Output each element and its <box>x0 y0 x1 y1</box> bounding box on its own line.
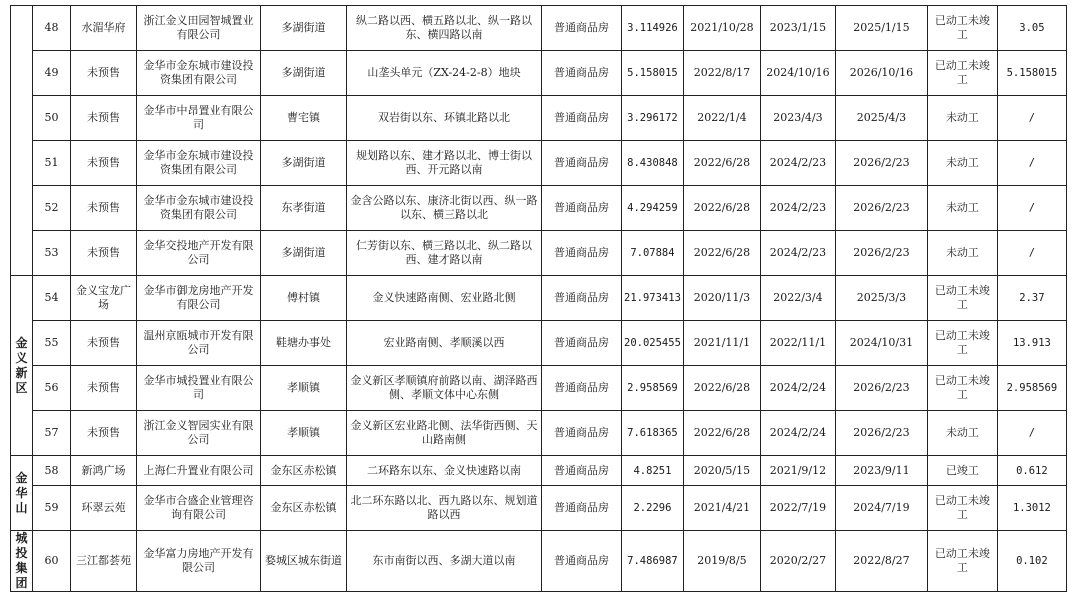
district-char: 城 <box>15 531 28 545</box>
row-number: 55 <box>33 321 71 366</box>
table-row <box>11 411 1067 456</box>
table-row <box>11 6 1067 51</box>
value: 2.37 <box>997 276 1066 321</box>
street: 孝顺镇 <box>261 411 347 456</box>
date-plan: 2024/2/23 <box>760 231 835 276</box>
row-number: 57 <box>33 411 71 456</box>
district-char: 团 <box>15 576 28 590</box>
table-row <box>11 231 1067 276</box>
location: 山垄头单元（ZX-24-2-8）地块 <box>347 51 542 96</box>
row-number: 53 <box>33 231 71 276</box>
housing-type: 普通商品房 <box>542 411 622 456</box>
land-area: 3.114926 <box>622 6 684 51</box>
date-plan: 2024/2/24 <box>760 411 835 456</box>
district-char: 义 <box>15 350 28 365</box>
housing-type: 普通商品房 <box>542 6 622 51</box>
construction-status: 未动工 <box>927 231 997 276</box>
district-char: 集 <box>15 561 28 575</box>
row-number: 50 <box>33 96 71 141</box>
street: 婺城区城东街道 <box>261 531 347 592</box>
location: 金含公路以东、康济北街以西、纵一路以东、横三路以北 <box>347 186 542 231</box>
value: 3.05 <box>997 6 1066 51</box>
row-number: 60 <box>33 531 71 592</box>
date-start: 2022/6/28 <box>683 231 760 276</box>
land-area: 4.8251 <box>622 456 684 486</box>
developer-company: 温州京瓯城市开发有限公司 <box>137 321 261 366</box>
value: / <box>997 411 1066 456</box>
project-name: 未预售 <box>71 366 137 411</box>
project-name: 金义宝龙广场 <box>71 276 137 321</box>
table-row <box>11 96 1067 141</box>
date-start: 2022/6/28 <box>683 141 760 186</box>
district-cell-jinhuashan <box>11 456 33 531</box>
value: / <box>997 96 1066 141</box>
construction-status: 已动工未竣工 <box>927 531 997 592</box>
table-row <box>11 141 1067 186</box>
date-start: 2021/4/21 <box>683 486 760 531</box>
value: 13.913 <box>997 321 1066 366</box>
date-plan: 2020/2/27 <box>760 531 835 592</box>
land-area: 8.430848 <box>622 141 684 186</box>
table-row <box>11 321 1067 366</box>
district-char: 新 <box>15 365 28 380</box>
date-plan: 2021/9/12 <box>760 456 835 486</box>
location: 金义新区孝顺镇府前路以南、湖泽路西侧、孝顺文体中心东侧 <box>347 366 542 411</box>
district-cell-chengtou <box>11 531 33 592</box>
table-container <box>10 5 1067 592</box>
project-name: 未预售 <box>71 51 137 96</box>
street: 孝顺镇 <box>261 366 347 411</box>
date-plan: 2023/4/3 <box>760 96 835 141</box>
project-name: 未预售 <box>71 411 137 456</box>
date-end: 2026/2/23 <box>835 231 927 276</box>
land-area: 2.958569 <box>622 366 684 411</box>
project-name: 未预售 <box>71 321 137 366</box>
date-start: 2019/8/5 <box>683 531 760 592</box>
district-char: 区 <box>15 380 28 395</box>
housing-type: 普通商品房 <box>542 531 622 592</box>
district-cell-jinyi <box>11 276 33 456</box>
date-end: 2024/7/19 <box>835 486 927 531</box>
street: 金东区赤松镇 <box>261 486 347 531</box>
land-area: 5.158015 <box>622 51 684 96</box>
date-plan: 2022/7/19 <box>760 486 835 531</box>
date-end: 2022/8/27 <box>835 531 927 592</box>
developer-company: 金华富力房地产开发有限公司 <box>137 531 261 592</box>
developer-company: 金华市合盛企业管理咨询有限公司 <box>137 486 261 531</box>
location: 纵二路以西、横五路以北、纵一路以东、横四路以南 <box>347 6 542 51</box>
date-end: 2023/9/11 <box>835 456 927 486</box>
date-end: 2024/10/31 <box>835 321 927 366</box>
date-end: 2025/1/15 <box>835 6 927 51</box>
value: 5.158015 <box>997 51 1066 96</box>
date-plan: 2023/1/15 <box>760 6 835 51</box>
housing-type: 普通商品房 <box>542 456 622 486</box>
developer-company: 上海仁升置业有限公司 <box>137 456 261 486</box>
date-start: 2020/5/15 <box>683 456 760 486</box>
project-name: 三江都荟苑 <box>71 531 137 592</box>
value: / <box>997 231 1066 276</box>
street: 鞋塘办事处 <box>261 321 347 366</box>
street: 傅村镇 <box>261 276 347 321</box>
land-area: 4.294259 <box>622 186 684 231</box>
construction-status: 未动工 <box>927 411 997 456</box>
project-name: 未预售 <box>71 231 137 276</box>
land-area: 7.07884 <box>622 231 684 276</box>
row-number: 56 <box>33 366 71 411</box>
developer-company: 金华市城投置业有限公司 <box>137 366 261 411</box>
developer-company: 金华市金东城市建设投资集团有限公司 <box>137 51 261 96</box>
location: 仁芳街以东、横三路以北、纵二路以西、建才路以南 <box>347 231 542 276</box>
location: 双岩街以东、环镇北路以北 <box>347 96 542 141</box>
value: 0.612 <box>997 456 1066 486</box>
value: / <box>997 186 1066 231</box>
date-plan: 2022/11/1 <box>760 321 835 366</box>
row-number: 58 <box>33 456 71 486</box>
row-number: 49 <box>33 51 71 96</box>
date-start: 2022/6/28 <box>683 411 760 456</box>
date-end: 2025/4/3 <box>835 96 927 141</box>
district-char: 华 <box>15 485 28 500</box>
construction-status: 已动工未竣工 <box>927 366 997 411</box>
date-start: 2021/11/1 <box>683 321 760 366</box>
row-number: 59 <box>33 486 71 531</box>
land-area: 7.618365 <box>622 411 684 456</box>
housing-type: 普通商品房 <box>542 486 622 531</box>
date-start: 2022/8/17 <box>683 51 760 96</box>
project-name: 未预售 <box>71 96 137 141</box>
date-plan: 2024/2/23 <box>760 141 835 186</box>
location: 宏业路南侧、孝顺溪以西 <box>347 321 542 366</box>
land-area: 2.2296 <box>622 486 684 531</box>
construction-status: 已动工未竣工 <box>927 51 997 96</box>
project-name: 未预售 <box>71 186 137 231</box>
construction-status: 已竣工 <box>927 456 997 486</box>
date-end: 2026/2/23 <box>835 141 927 186</box>
value: 2.958569 <box>997 366 1066 411</box>
construction-status: 已动工未竣工 <box>927 6 997 51</box>
land-area: 20.025455 <box>622 321 684 366</box>
street: 多湖街道 <box>261 141 347 186</box>
street: 曹宅镇 <box>261 96 347 141</box>
housing-type: 普通商品房 <box>542 186 622 231</box>
developer-company: 浙江金义田园智城置业有限公司 <box>137 6 261 51</box>
project-name: 环翠云苑 <box>71 486 137 531</box>
date-plan: 2022/3/4 <box>760 276 835 321</box>
table-row <box>11 366 1067 411</box>
date-start: 2022/1/4 <box>683 96 760 141</box>
date-plan: 2024/10/16 <box>760 51 835 96</box>
date-start: 2021/10/28 <box>683 6 760 51</box>
housing-type: 普通商品房 <box>542 321 622 366</box>
date-end: 2026/2/23 <box>835 186 927 231</box>
table-row <box>11 456 1067 486</box>
date-end: 2026/2/23 <box>835 366 927 411</box>
developer-company: 金华市中昂置业有限公司 <box>137 96 261 141</box>
land-project-table <box>10 5 1067 592</box>
row-number: 51 <box>33 141 71 186</box>
district-cell-blank <box>11 6 33 276</box>
construction-status: 未动工 <box>927 96 997 141</box>
land-area: 3.296172 <box>622 96 684 141</box>
location: 北二环东路以北、西九路以东、规划道路以西 <box>347 486 542 531</box>
location: 规划路以东、建才路以北、博士街以西、开元路以南 <box>347 141 542 186</box>
table-row <box>11 276 1067 321</box>
location: 金义快速路南侧、宏业路北侧 <box>347 276 542 321</box>
table-row <box>11 186 1067 231</box>
housing-type: 普通商品房 <box>542 141 622 186</box>
construction-status: 未动工 <box>927 141 997 186</box>
construction-status: 已动工未竣工 <box>927 321 997 366</box>
date-start: 2022/6/28 <box>683 366 760 411</box>
housing-type: 普通商品房 <box>542 231 622 276</box>
construction-status: 已动工未竣工 <box>927 486 997 531</box>
project-name: 水湄华府 <box>71 6 137 51</box>
project-name: 未预售 <box>71 141 137 186</box>
date-start: 2020/11/3 <box>683 276 760 321</box>
date-plan: 2024/2/23 <box>760 186 835 231</box>
table-row <box>11 531 1067 592</box>
developer-company: 浙江金义智园实业有限公司 <box>137 411 261 456</box>
row-number: 48 <box>33 6 71 51</box>
date-plan: 2024/2/24 <box>760 366 835 411</box>
row-number: 54 <box>33 276 71 321</box>
land-area: 7.486987 <box>622 531 684 592</box>
developer-company: 金华交投地产开发有限公司 <box>137 231 261 276</box>
district-char: 金 <box>15 470 28 485</box>
row-number: 52 <box>33 186 71 231</box>
land-area: 21.973413 <box>622 276 684 321</box>
street: 多湖街道 <box>261 51 347 96</box>
value: 0.102 <box>997 531 1066 592</box>
district-char: 投 <box>15 546 28 560</box>
table-row <box>11 486 1067 531</box>
housing-type: 普通商品房 <box>542 51 622 96</box>
value: / <box>997 141 1066 186</box>
district-char: 山 <box>15 500 28 515</box>
street: 金东区赤松镇 <box>261 456 347 486</box>
street: 多湖街道 <box>261 231 347 276</box>
housing-type: 普通商品房 <box>542 96 622 141</box>
housing-type: 普通商品房 <box>542 366 622 411</box>
location: 东市南街以西、多湖大道以南 <box>347 531 542 592</box>
table-body <box>11 6 1067 592</box>
housing-type: 普通商品房 <box>542 276 622 321</box>
construction-status: 未动工 <box>927 186 997 231</box>
date-end: 2026/2/23 <box>835 411 927 456</box>
location: 二环路东以东、金义快速路以南 <box>347 456 542 486</box>
developer-company: 金华市金东城市建设投资集团有限公司 <box>137 141 261 186</box>
district-char: 金 <box>15 335 28 350</box>
construction-status: 已动工未竣工 <box>927 276 997 321</box>
value: 1.3012 <box>997 486 1066 531</box>
project-name: 新鸿广场 <box>71 456 137 486</box>
street: 东孝街道 <box>261 186 347 231</box>
developer-company: 金华市金东城市建设投资集团有限公司 <box>137 186 261 231</box>
developer-company: 金华市御龙房地产开发有限公司 <box>137 276 261 321</box>
date-start: 2022/6/28 <box>683 186 760 231</box>
date-end: 2025/3/3 <box>835 276 927 321</box>
date-end: 2026/10/16 <box>835 51 927 96</box>
table-row <box>11 51 1067 96</box>
street: 多湖街道 <box>261 6 347 51</box>
location: 金义新区宏业路北侧、法华街西侧、天山路南侧 <box>347 411 542 456</box>
